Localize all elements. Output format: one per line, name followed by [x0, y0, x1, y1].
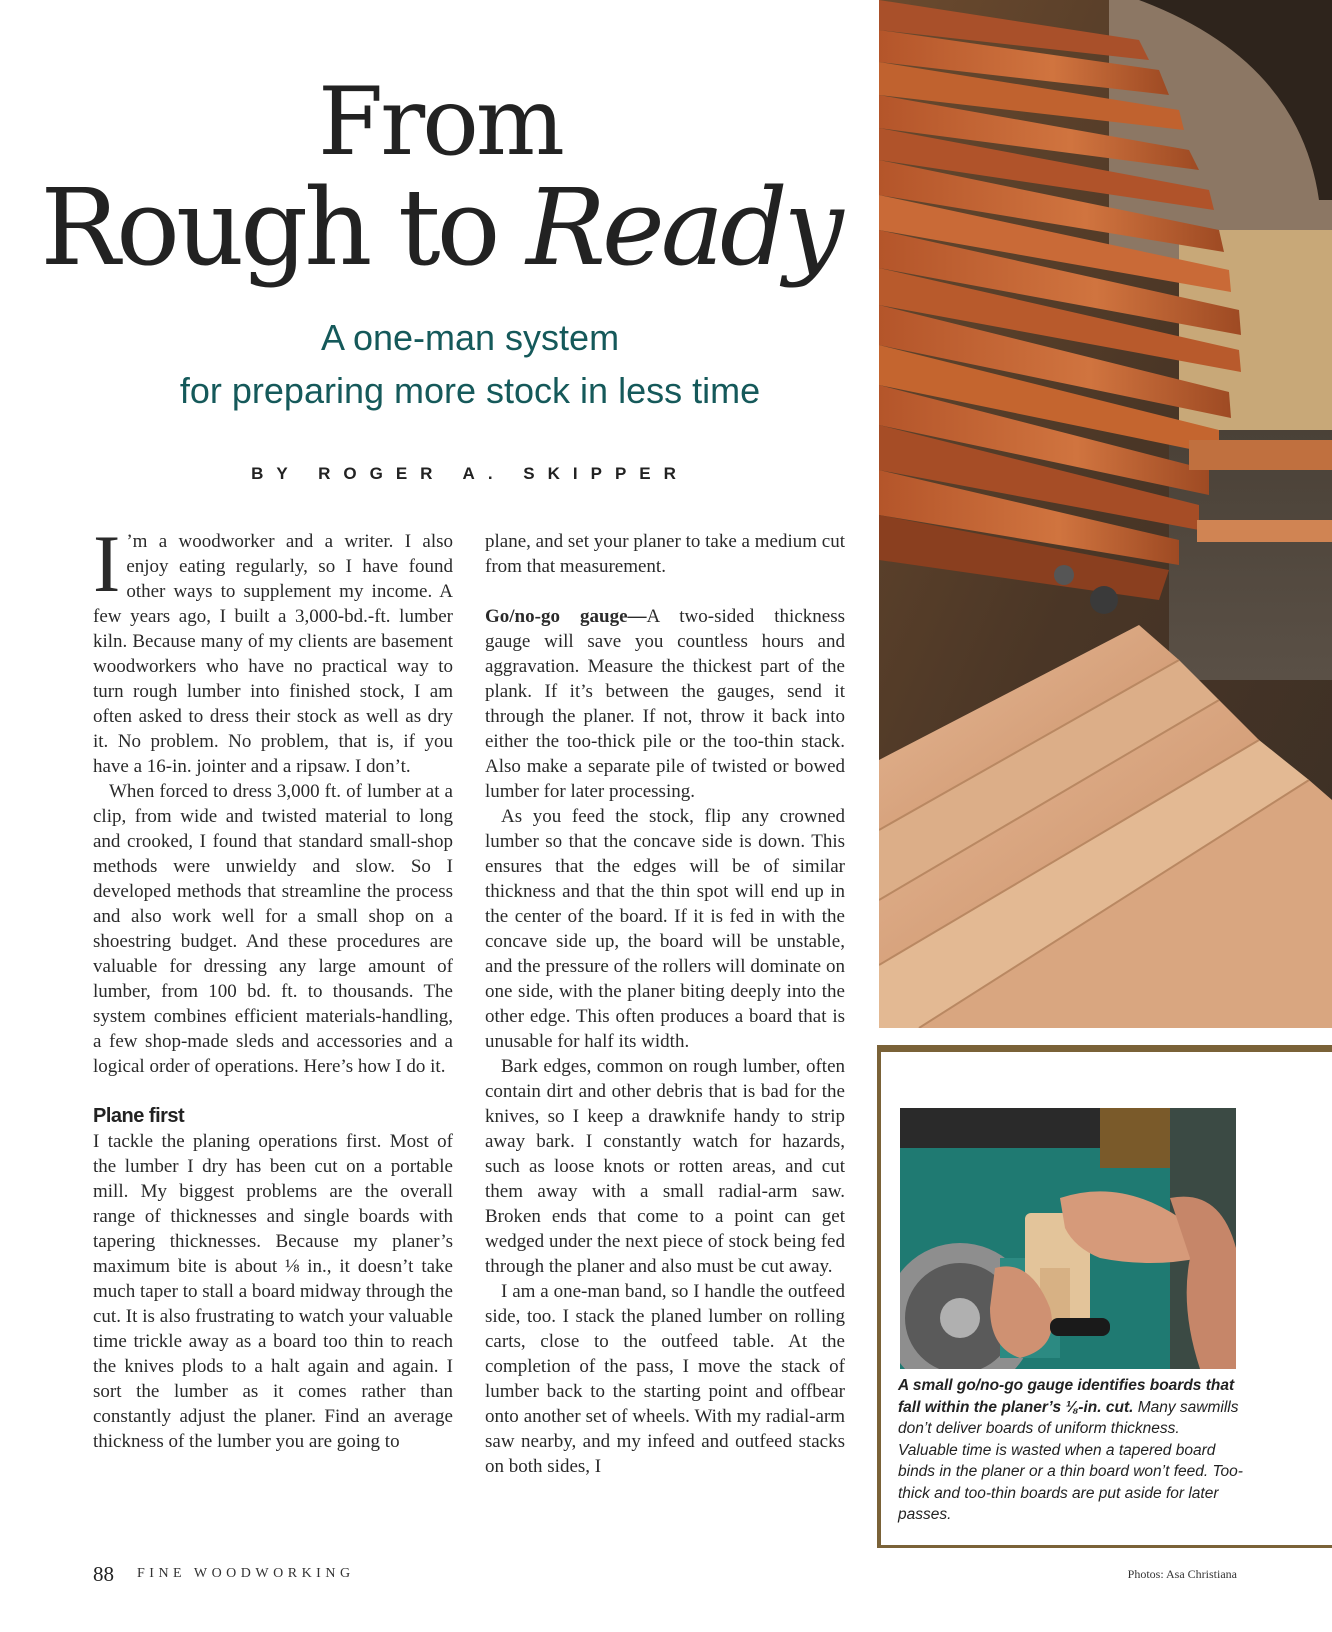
magazine-name: FINE WOODWORKING: [137, 1566, 355, 1581]
body-paragraph: [485, 604, 845, 804]
body-paragraph: [93, 518, 453, 779]
deck-line1: A one-man system: [320, 317, 620, 358]
body-text: ’m a woodworker and a writer. I also enjoy eating regularly, so I have found other ways to supplement my income. A few years ago, I built a 3,000-bd.-ft. lumber kiln. Because many of my clients are basement woodworkers who have no practical way to turn rough lumber into finished stock, I am often asked to dress their stock as well as dry it. No problem. No problem, that is, if you have a 16-in. jointer and a ripsaw. I don’t.: [93, 531, 453, 777]
headline-plain: Rough to: [40, 166, 527, 289]
page-number: 88: [93, 1562, 114, 1586]
body-paragraph: When forced to dress 3,000 ft. of lumber at a clip, from wide and twisted material to long and crooked, I found that standard small-shop methods were unwieldy and slow. So I developed methods that streamline the process and also work well for a small shop on a shoestring budget. And these procedures are valuable for dressing any large amount of lumber, from 100 bd. ft. to thousands. The system combines efficient materials-handling, a few shop-made sleds and accessories and a logical order of operations. Here’s how I do it.: [93, 781, 453, 1077]
body-paragraph: plane, and set your planer to take a medium cut from that measurement.: [485, 531, 845, 577]
body-paragraph: Bark edges, common on rough lumber, often contain dirt and other debris that is bad for the knives, so I keep a drawknife handy to strip away bark. I constantly watch for hazards, such as loose knots or rotten areas, and cut them away with a small radial-arm saw. Broken ends that come to a point can get wedged under the next piece of stock being fed through the planer and also must be cut away.: [485, 1056, 845, 1277]
headline-line2: [0, 166, 880, 289]
body-paragraph: As you feed the stock, flip any crowned lumber so that the concave side is down. This ensures that the edges will be of similar thickness and that the thin spot will end up in the center of the board. If it is fed in with the concave side up, the board will be unstable, and the pressure of the rollers will dominate on one side, with the planer biting deeply into the other edge. This often produces a board that is unusable for half its width.: [485, 806, 845, 1052]
body-paragraph: I tackle the planing operations first. Most of the lumber I dry has been cut on a portable mill. My biggest problems are the overall range of thicknesses and single boards with tapering thicknesses. Because my planer’s maximum bite is about ⅛ in., it doesn’t take much taper to stall a board midway through the cut. It is also frustrating to watch your valuable time trickle away as a board too thin to reach the knives plods to a halt again and again. I sort the lumber as it comes rather than constantly adjust the planer. Find an average thickness of the lumber you are going to: [93, 1131, 453, 1452]
deck-line2: for preparing more stock in less time: [179, 370, 761, 411]
gauge-illustration: [900, 1108, 1236, 1369]
column-2: [485, 529, 845, 1479]
caption-lead: A small go/no-go gauge identifies boards that fall within the planer’s ⅛-in. cut.: [898, 1377, 1235, 1416]
photo-credit: Photos: Asa Christiana: [1127, 1567, 1237, 1581]
column-1: [93, 518, 453, 1454]
lumber-stack-photo: [879, 0, 1332, 1028]
headline-line1: From: [318, 68, 562, 177]
gauge-photo: [900, 1108, 1236, 1369]
section-heading: Plane first: [93, 1105, 185, 1127]
headline-italic: Ready: [526, 166, 840, 289]
byline: BY ROGER A. SKIPPER: [251, 464, 689, 483]
drop-cap: I: [93, 518, 121, 609]
run-in-heading: Go/no-go gauge—: [485, 606, 647, 627]
lumber-stack-illustration: [879, 0, 1332, 1028]
body-text: A two-sided thickness gauge will save you countless hours and aggravation. Measure the thickest part of the plank. If it’s between the gauges, send it through the planer. If not, throw it back into either the too-thick pile or the too-thin stack. Also make a separate pile of twisted or bowed lumber for later processing.: [485, 606, 845, 802]
body-paragraph: I am a one-man band, so I handle the outfeed side, too. I stack the planed lumber on rolling carts, close to the outfeed table. At the completion of the pass, I move the stack of lumber back to the starting point and offbear onto another set of wheels. With my radial-arm saw nearby, and my infeed and outfeed stacks on both sides, I: [485, 1281, 845, 1477]
caption-text: Many sawmills don’t deliver boards of uniform thickness. Valuable time is wasted when a tapered board binds in the planer or a thin board won’t feed. Too-thick and too-thin boards are put aside for later passes.: [898, 1398, 1243, 1523]
photo-caption: [898, 1375, 1243, 1526]
